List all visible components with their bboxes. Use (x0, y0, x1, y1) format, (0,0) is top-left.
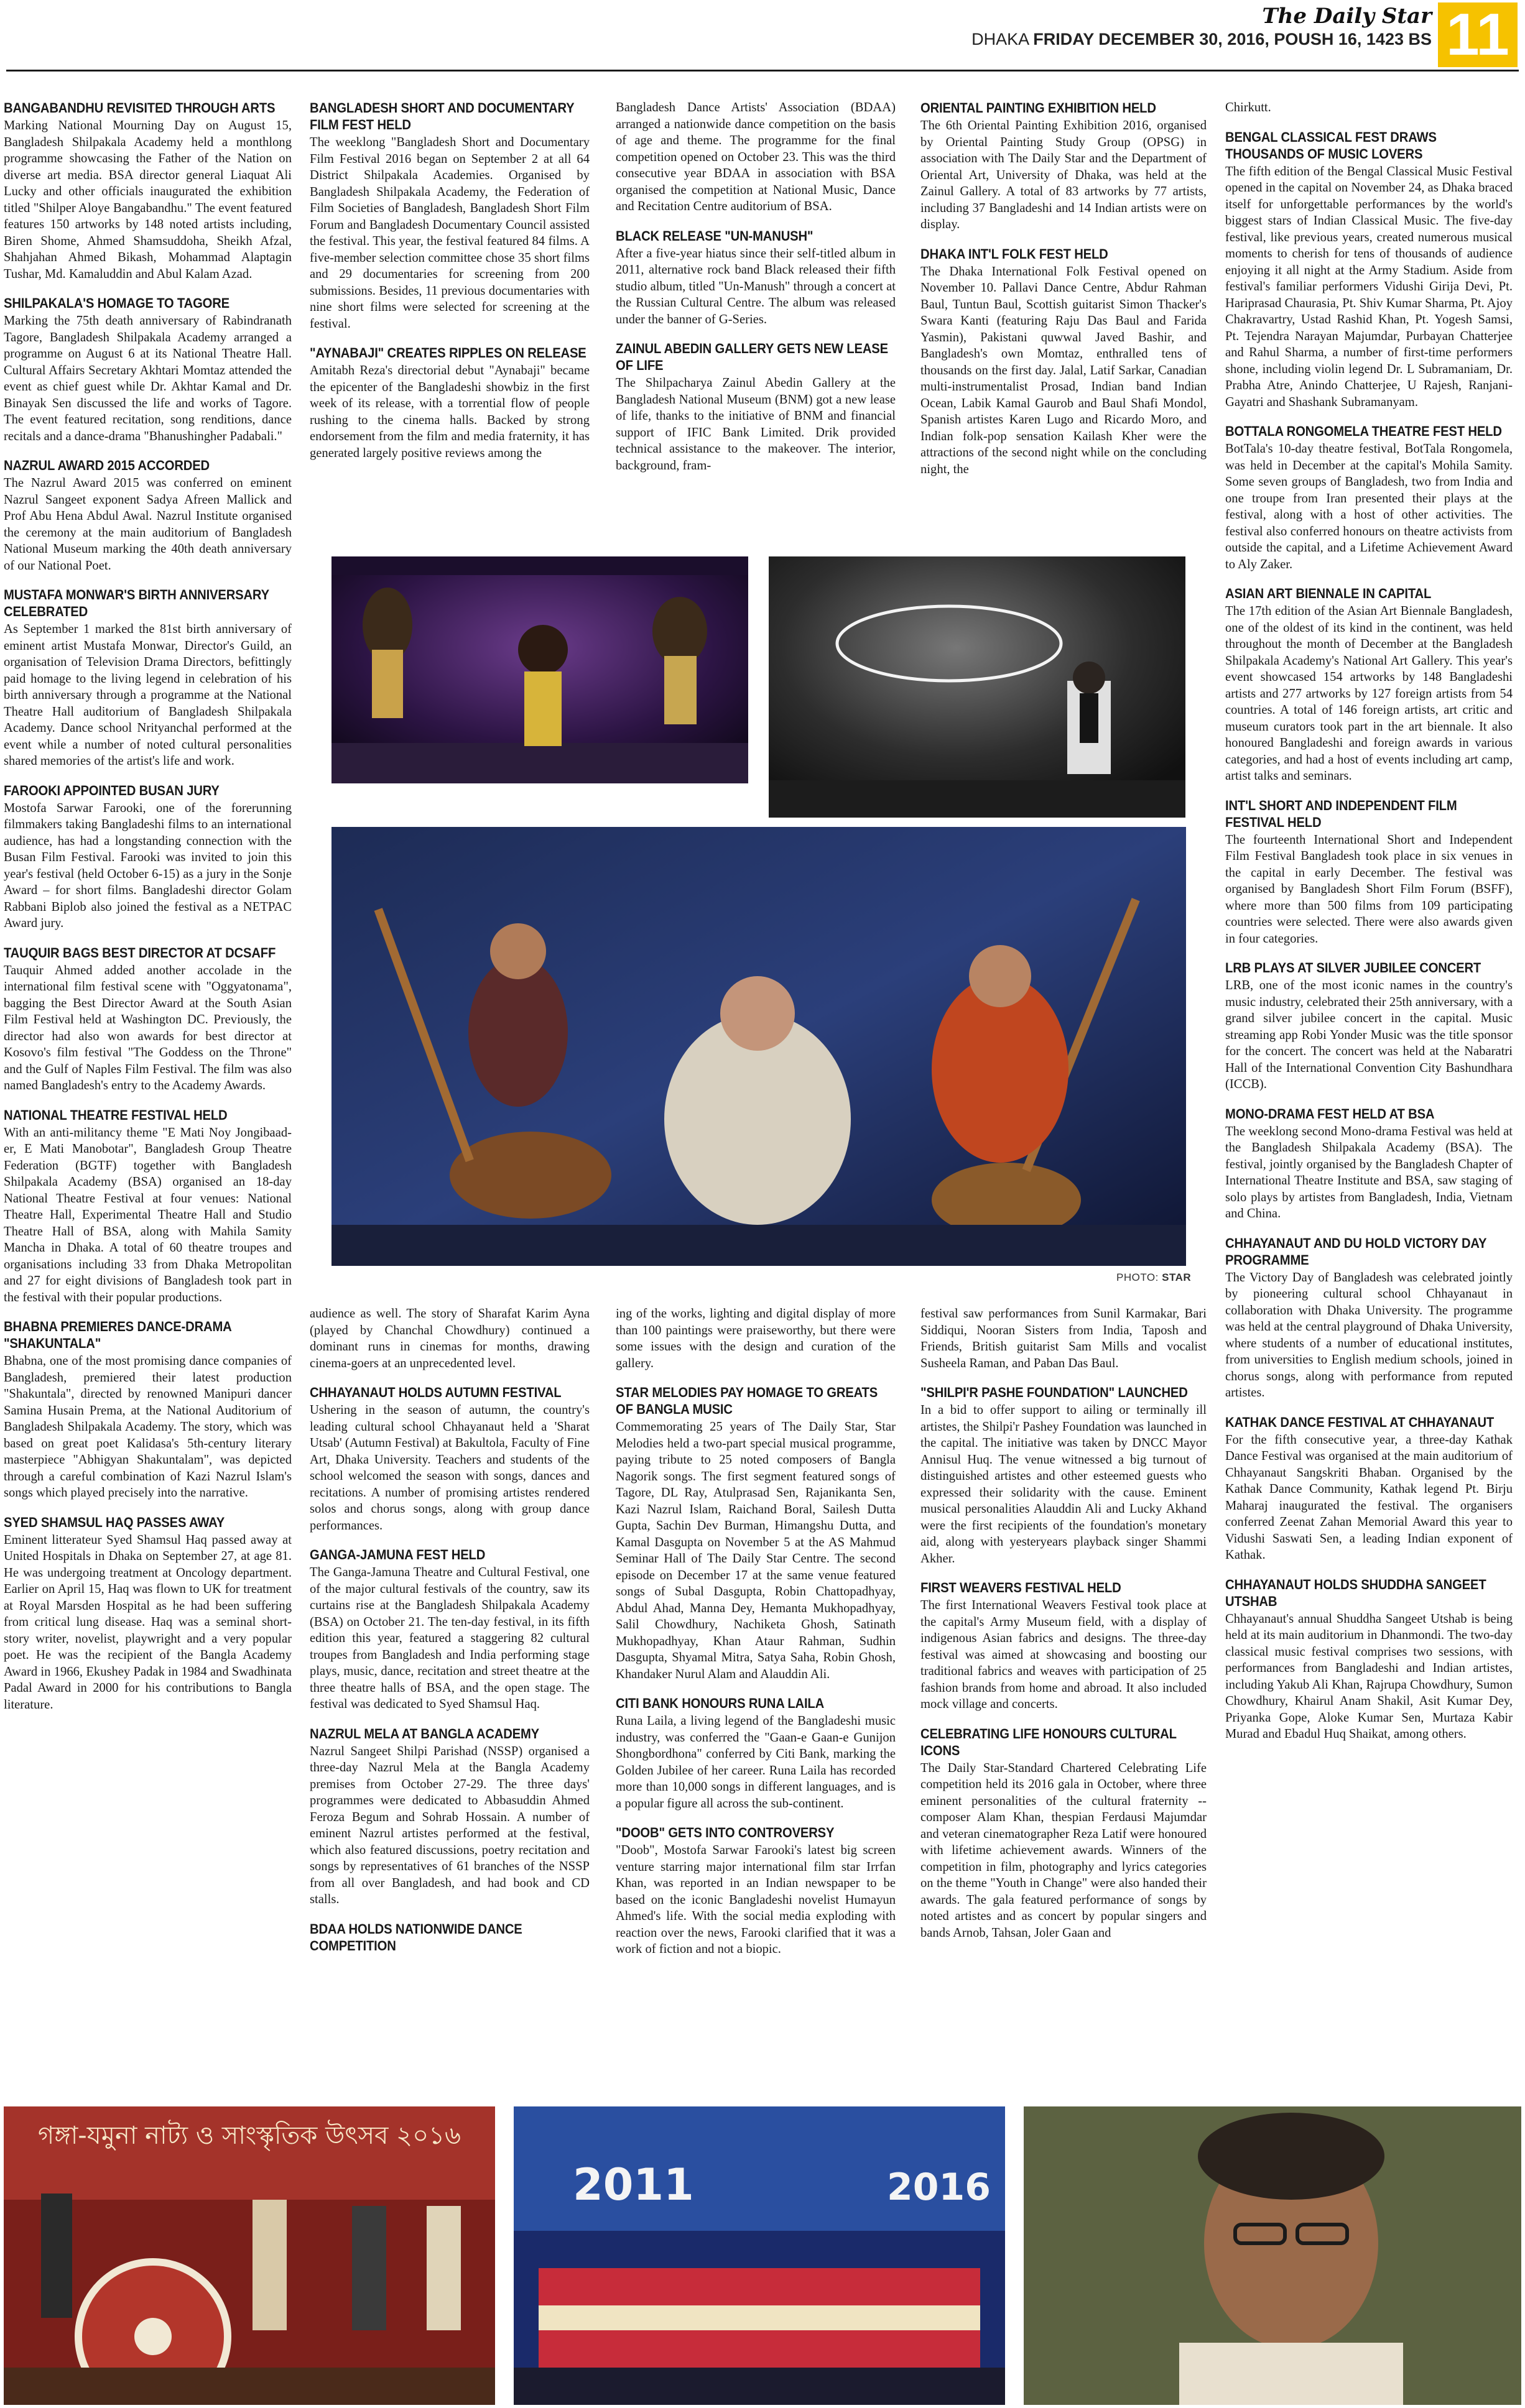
article-body: Runa Laila, a living legend of the Bangladeshi music industry, was conferred the "Gaan-e Gaan-e Gunijon Shongbordhona" conferred by Citi Bank, marking the Golden Jubilee of her career. Runa Laila has recorded more than 10,000 songs in different languages, and is a popular figure all across the sub-continent. (616, 1714, 896, 1811)
article-body: After a five-year hiatus since their self-titled album in 2011, alternative rock band Black released their fifth studio album, titled "Un-Manush" through a concert at the Russian Cultural Centre. The album was released under the banner of G-Series. (616, 246, 896, 326)
headline: CHHAYANAUT HOLDS AUTUMN FESTIVAL (310, 1385, 562, 1400)
headline: CELEBRATING LIFE HONOURS CULTURAL ICONS (920, 1725, 1177, 1758)
headline: BENGAL CLASSICAL FEST DRAWS THOUSANDS OF MUSIC LOVERS (1225, 129, 1437, 162)
headline: BOTTALA RONGOMELA THEATRE FEST HELD (1225, 423, 1502, 439)
headline: "AYNABAJI" CREATES RIPPLES ON RELEASE (310, 345, 586, 361)
article-body: BotTala's 10-day theatre festival, BotTala Rongomela, was held in December at the capital's Mohila Samity. Some seven groups of Bangladesh, two from India and one troupe from Iran presented their plays at the festival, along with a host of other activities. The festival also conferred honours on theatre activists from outside the capital, and a Lifetime Achievement Award to Aly Zaker. (1225, 442, 1513, 571)
dateline: DHAKA FRIDAY DECEMBER 30, 2016, POUSH 16, 1423 BS (971, 30, 1432, 48)
article-body: For the fifth consecutive year, a three-day Kathak Dance Festival was organised at the main auditorium of Chhayanaut Sangskriti Bhaban. Organised by the Kathak Dance Community, Kathak legend Pt. Birju Maharaj inaugurated the festival. The organisers conferred Zeenat Zahan Memorial Award this year to Vidushi Saswati Sen, a leading Indian exponent of Kathak. (1225, 1432, 1513, 1562)
headline: TAUQUIR BAGS BEST DIRECTOR AT DCSAFF (4, 944, 276, 961)
article-body: Chhayanaut's annual Shuddha Sangeet Utshab is being held at its main auditorium in Dhanmondi. The two-day classical music festival comprises two sessions, with performances from Bangladeshi and Indian artistes, including Yakub Ali Khan, Rajrupa Chowdhury, Sumon Chowdhury, Khairul Anam Shakil, Asit Kumar Dey, Priyanka Gope, Aloke Kumar Sen, Murtaza Kabir Murad and Ebadul Huq Shaikat, among others. (1225, 1612, 1513, 1741)
article-body: LRB, one of the most iconic names in the country's music industry, celebrated their 25th anniversary, with a grand silver jubilee concert in the capital. Music streaming app Robi Yonder Music was the title sponsor for the concert. The concert was held at the Nabaratri Hall of the International Convention City Bashundhara (ICCB). (1225, 979, 1513, 1091)
article-body: audience as well. The story of Sharafat Karim Ayna (played by Chanchal Chowdhury) continued a dominant runs in cinemas for months, drawing cinema-goers at an unprecedented level. (310, 1307, 590, 1370)
headline: FIRST WEAVERS FESTIVAL HELD (920, 1580, 1121, 1595)
article-body: Bangladesh Dance Artists' Association (BDAA) arranged a nationwide dance competition on the basis of age and theme. The programme for the final competition opened on October 23. This was the third consecutive year BDAA in association with BSA organised the competition at National Music, Dance and Recitation Centre auditorium of BSA. (616, 101, 896, 213)
headline: NATIONAL THEATRE FESTIVAL HELD (4, 1107, 228, 1123)
photo-credit: PHOTO: STAR (1116, 1271, 1192, 1283)
headline: "DOOB" GETS INTO CONTROVERSY (616, 1825, 835, 1840)
page-number: 11 (1438, 2, 1518, 67)
article-body: The 6th Oriental Painting Exhibition 2016, organised by Oriental Painting Study Group (OPSG) in association with The Daily Star and the Department of Oriental Art, University of Dhaka, was held at the Zainul Gallery. A total of 83 artworks by 77 artists, including 37 Bangladeshi and 14 Indian artists were on display. (920, 119, 1207, 231)
syed-shamsul-haq-portrait (1024, 2106, 1521, 2405)
headline: BHABNA PREMIERES DANCE-DRAMA "SHAKUNTALA" (4, 1319, 231, 1351)
year-label-left: 2011 (573, 2159, 694, 2210)
headline: INT'L SHORT AND INDEPENDENT FILM FESTIVAL HELD (1225, 797, 1457, 830)
article-body: Marking National Mourning Day on August 15, Bangladesh Shilpakala Academy held a monthlong programme showcasing the Father of the Nation on diverse art media. BSA director general Liaquat Ali Lucky and other officials inaugurated the exhibition titled "Shilper Aloye Bangabandhu." The event featured features 150 artworks by 148 noted artists including, Biren Shome, Ahmed Shamsuddoha, Sheikh Afzal, Shahjahan Ahmed Bikash, Mohammad Alaptagin Tushar, Md. Kamaluddin and Abul Kalam Azad. (4, 119, 292, 281)
headline: SYED SHAMSUL HAQ PASSES AWAY (4, 1514, 225, 1530)
headline: GANGA-JAMUNA FEST HELD (310, 1547, 486, 1562)
headline: ASIAN ART BIENNALE IN CAPITAL (1225, 586, 1432, 601)
art-installation-photo (769, 556, 1185, 818)
headline: KATHAK DANCE FESTIVAL AT CHHAYANAUT (1225, 1414, 1495, 1430)
article-body: The Shilpacharya Zainul Abedin Gallery at the Bangladesh National Museum (BNM) got a new lease of life, thanks to the initiative of BNM and financial support of IFIC Bank Limited. Drik provided technical assistance to the makeover. The interior, background, fram- (616, 376, 896, 473)
headline: NAZRUL AWARD 2015 ACCORDED (4, 458, 210, 473)
headline: BDAA HOLDS NATIONWIDE DANCE COMPETITION (310, 1921, 522, 1954)
headline: BLACK RELEASE "UN-MANUSH" (616, 228, 813, 244)
masthead (0, 0, 1525, 73)
headline: MUSTAFA MONWAR'S BIRTH ANNIVERSARY CELEBRATED (4, 587, 269, 619)
article-body: The weeklong "Bangladesh Short and Documentary Film Festival 2016 began on September 2 at all 64 District Shilpakala Academies. Organised by Bangladesh Shilpakala Academy, the Federation of Film Societies of Bangladesh, Bangladesh Short Film Forum and Bangladesh Documentary Council assisted the festival. This year, the festival featured 84 films. A five-member selection committee chose 35 short films and 29 documentaries for screening from 200 submissions. Besides, 11 previous documentaries with nine short films were selected for screening at the festival. (310, 136, 590, 331)
headline: BANGABANDHU REVISITED THROUGH ARTS (4, 100, 276, 116)
headline: ORIENTAL PAINTING EXHIBITION HELD (920, 100, 1156, 116)
article-body: The Victory Day of Bangladesh was celebrated jointly by pioneering cultural school Chhayanaut in collaboration with Dhaka University. The programme was held at the central playground of Dhaka University, where students of a number of educational institutes, from universities to English medium schools, joined in chorus songs, along with performance from reputed artistes. (1225, 1270, 1513, 1400)
headline: NAZRUL MELA AT BANGLA ACADEMY (310, 1725, 539, 1741)
article-body: Mostofa Sarwar Farooki, one of the forerunning filmmakers taking Bangladeshi films to an international audience, has had a longstanding connection with the Busan Film Festival. Farooki was invited to join this year's festival (held October 6-15) as a jury in the Sonje Award – for short films. Bangladeshi director Golam Rabbani Biplob also joined the festival as a NETPAC Award jury. (4, 801, 292, 930)
headline: "SHILPI'R PASHE FOUNDATION" LAUNCHED (920, 1385, 1188, 1400)
article-body: As September 1 marked the 81st birth anniversary of eminent artist Mustafa Monwar, Director's Guild, an organisation of Television Drama Directors, befittingly paid homage to the living legend in celebration of his birth anniversary through a programme at the National Theatre Hall auditorium of Bangladesh Shilpakala Academy. Dance school Nrityanchal performed at the event while a number of noted cultural personalities shared memories of the artist's life and work. (4, 622, 292, 768)
headline: MONO-DRAMA FEST HELD AT BSA (1225, 1105, 1435, 1122)
ganga-jamuna-festival-photo (4, 2106, 495, 2405)
article-body: Eminent litterateur Syed Shamsul Haq passed away at United Hospitals in Dhaka on September 27, at age 81. He was undergoing treatment at Oncology department. Earlier on April 15, Haq was flown to UK for treatment at Royal Marsden Hospital as he had been suffering from critical lung disease. Haq was a seminal short-story writer, novelist, playwright and a very popular poet. He was the recipient of the Bangla Academy Award in 1966, Ekushey Padak in 1984 and Swadhinata Padal Award in 2000 for his contributions to Bangla literature. (4, 1533, 292, 1712)
article-body: Commemorating 25 years of The Daily Star, Star Melodies held a two-part special musical programme, paying tribute to 25 noted composers of Bangla Nagorik songs. The first segment featured songs of Tagore, DL Ray, Atulprasad Sen, Rajanikanta Sen, Kazi Nazrul Islam, Raichand Boral, Sailesh Dutta Gupta, Sachin Dev Burman, Himangshu Dutta, and Kamal Dasgupta on November 5 at the AS Mahmud Seminar Hall of The Daily Star Centre. The second episode on December 17 at the same venue featured songs of Subal Dasgupta, Robin Chattopadhyay, Abdul Ahad, Manna Dey, Hemanta Mukhopadhyay, Salil Chowdhury, Nachiketa Ghosh, Satinath Mukhopadhyay, Khan Ataur Rahman, Sudhin Dasgupta, Shyamal Mitra, Satya Saha, Robin Ghosh, Khandaker Nurul Alam and Alauddin Ali. (616, 1420, 896, 1681)
column-3-top (616, 99, 896, 535)
article-body: Nazrul Sangeet Shilpi Parishad (NSSP) organised a three-day Nazrul Mela at the Bangla Academy premises from October 27-29. The three days' programmes were dedicated to Abbasuddin Ahmed Feroza Begum and Sohrab Hossain. A number of eminent Nazrul artistes performed at the festival, which also featured discussions, poetry recitation and songs by representatives of 61 branches of the NSSP from all over Bangladesh, and had book and CD stalls. (310, 1744, 590, 1906)
newspaper-logo: The Daily Star (1262, 4, 1432, 29)
headline: SHILPAKALA'S HOMAGE TO TAGORE (4, 295, 229, 311)
headline: ZAINUL ABEDIN GALLERY GETS NEW LEASE OF LIFE (616, 341, 888, 373)
headline: STAR MELODIES PAY HOMAGE TO GREATS OF BANGLA MUSIC (616, 1385, 878, 1417)
column-3-bottom (616, 1306, 896, 2089)
headline: BANGLADESH SHORT AND DOCUMENTARY FILM FEST HELD (310, 100, 575, 132)
article-body: Chirkutt. (1225, 101, 1271, 114)
classical-singers-photo (331, 827, 1186, 1266)
article-body: The Dhaka International Folk Festival opened on November 10. Pallavi Dance Centre, Abdur Rahman Baul, Tuntun Baul, Scottish guitarist Simon Thacker's Swara Kanti (featuring Raju Das Baul and Farida Yasmin), Pakistani quwwal Javed Bashir, and Bangladesh's own Momtaz, enthralled tens of thousands on the first day. Jalal, Latif Sarkar, Canadian multi-instrumentalist Prosad, Indian band Indian Ocean, Labik Kamal Gaurob and Baul Shafi Mondol, Spanish artistes Karen Lugo and Ricardo Moro, and Indian folk-pop sensation Kailash Kher were the attractions of the second night while on the concluding night, the (920, 264, 1207, 476)
article-body: festival saw performances from Sunil Karmakar, Bari Siddiqui, Nooran Sisters from India, Taposh and Friends, British guitarist Sam Mills and vocalist Susheela Raman, and Paban Das Baul. (920, 1307, 1207, 1370)
headline: CITI BANK HONOURS RUNA LAILA (616, 1695, 825, 1711)
column-4-bottom (920, 1306, 1207, 2089)
year-label-right: 2016 (887, 2166, 991, 2209)
headline: FAROOKI APPOINTED BUSAN JURY (4, 782, 220, 798)
article-body: ing of the works, lighting and digital display of more than 100 paintings were praiseworthy, but there were some issues with the design and curation of the gallery. (616, 1307, 896, 1370)
column-1 (4, 99, 292, 2089)
article-body: With an anti-militancy theme "E Mati Noy Jongibaad-er, E Mati Manobotar", Bangladesh Group Theatre Federation (BGTF) together with Bangladesh Shilpakala Academy (BSA) organised an 18-day National Theatre Festival at four venues: National Theatre Hall, Experimental Theatre Hall and Studio Theatre Hall of BSA, along with Mahila Samity Mancha in Dhaka. A total of 60 theatre troupes and organisations including 33 from Dhaka Metropolitan and 27 for eight divisions of Bangladesh took part in the festival with their popular productions. (4, 1125, 292, 1304)
column-4-top (920, 99, 1207, 535)
article-body: The 17th edition of the Asian Art Biennale Bangladesh, one of the oldest of its kind in the continent, was held throughout the month of December at the Bangladesh Shilpakala Academy's National Art Gallery. This year's event showcased 154 artworks by 148 Bangladeshi artists and 277 artworks by 127 foreign artists from 54 countries. A total of 146 foreign artists, art critic and museum curators took part in the art biennale. It also honoured Bangladeshi and foreign awards in various categories, and had a host of events including art camp, artist talks and seminars. (1225, 604, 1513, 783)
article-body: Marking the 75th death anniversary of Rabindranath Tagore, Bangladesh Shilpakala Academy arranged a programme on August 6 at its National Theatre Hall. Cultural Affairs Secretary Akhtari Momtaz attended the event as chief guest while Dr. Akhtar Kamal and Dr. Binayak Sen discussed the life and works of Tagore. The event featured recitation, song renditions, dance recitals and a dance-drama "Bhanushingher Padabali." (4, 314, 292, 443)
article-body: The Nazrul Award 2015 was conferred on eminent Nazrul Sangeet exponent Sadya Afreen Mallick and Prof Abu Hena Abdul Awal. Nazrul Institute organised the ceremony at the main auditorium of Bangladesh National Museum marking the 40th death anniversary of our National Poet. (4, 476, 292, 573)
article-body: "Doob", Mostofa Sarwar Farooki's latest big screen venture starring major international film star Irrfan Khan, was reported in an Indian newspaper to be based on the iconic Bangladeshi novelist Humayun Ahmed's life. With the social media exploding with reaction over the news, Farooki clarified that it was a work of fiction and not a biopic. (616, 1843, 896, 1956)
article-body: The fifth edition of the Bengal Classical Music Festival opened in the capital on November 24, as Dhaka braced itself for unforgettable performances by the world's biggest stars of Indian Classical Music. The five-day festival, like previous years, created numerous musical moments to cherish for tens of thousands of audience enjoying it all night at the Army Stadium. Aside from festival's familiar performers Vidushi Girija Devi, Pt. Hariprasad Chaurasia, Pt. Shiv Kumar Sharma, Pt. Ajoy Chakravartry, Ustad Rashid Khan, Pt. Yogesh Samsi, Pt. Tejendra Narayan Majumdar, Purbayan Chatterjee and Rahul Sharma, a number of first-time performers shone, including violin legend Dr. L Subramaniam, Dr. Prabha Atre, Anindo Chatterjee, U Rajesh, Ranjani-Gayatri and Shashank Subramanyam. (1225, 164, 1513, 409)
article-body: Bhabna, one of the most promising dance companies of Bangladesh, premiered their latest production "Shakuntala", directed by renowned Manipuri dancer Samina Husain Prema, at the National Auditorium of Bangladesh Shilpakala Academy. The story, which was based on great poet Kalidasa's 5th-century literary masterpiece "Abhigyan Shakuntalam", was depicted through a careful combination of Kazi Nazrul Islam's songs which played precisely into the narrative. (4, 1354, 292, 1500)
column-5 (1225, 99, 1513, 2089)
festival-banner-text: গঙ্গা-যমুনা নাট্য ও সাংস্কৃতিক উৎসব ২০১৬ (37, 2121, 461, 2150)
article-body: Tauquir Ahmed added another accolade in the international film festival scene with "Oggyatonama", bagging the Best Director Award at the South Asian Film Festival held at Washington DC. Previously, the director had also won awards for best director at Kosovo's film festival "The Goddess on the Throne" and the Gulf of Naples Film Festival. The film was also named Bangladesh's entry to the Academy Awards. (4, 963, 292, 1092)
column-2-bottom (310, 1306, 590, 2089)
headline: DHAKA INT'L FOLK FEST HELD (920, 246, 1108, 262)
article-body: The fourteenth International Short and Independent Film Festival Bangladesh took place in six venues in the capital in early December. The festival was organised by Bangladesh Short Film Forum (BSFF), where more than 500 films from 109 participating countries were selected. There were also awards given in four categories. (1225, 833, 1513, 946)
headline: CHHAYANAUT HOLDS SHUDDHA SANGEET UTSHAB (1225, 1576, 1486, 1609)
masthead-rule (6, 70, 1519, 72)
column-2-top (310, 99, 590, 535)
headline: LRB PLAYS AT SILVER JUBILEE CONCERT (1225, 960, 1481, 976)
headline: CHHAYANAUT AND DU HOLD VICTORY DAY PROGRAMME (1225, 1235, 1486, 1268)
article-body: Ushering in the season of autumn, the country's leading cultural school Chhayanaut held a 'Sharat Utsab' (Autumn Festival) at Bakultola, Faculty of Fine Art, Dhaka University. Teachers and students of the school welcomed the season with songs, dances and recitations. A number of promising artistes rendered solos and chorus songs, along with group dance performances. (310, 1403, 590, 1533)
daily-star-anniversary-photo (514, 2106, 1005, 2405)
article-body: The first International Weavers Festival took place at the capital's Army Museum field, with a display of indigenous Asian fabrics and designs. The three-day festival was aimed at showcasing and boosting our traditional fabrics and weaves with participation of 25 fashion brands from home and abroad. It also included mock village and concerts. (920, 1598, 1207, 1711)
article-body: Amitabh Reza's directorial debut "Aynabaji" became the epicenter of the Bangladeshi showbiz in the first week of its release, with a torrential flow of people rushing to the cinema halls. Backed by strong endorsement from the film and media fraternity, it has generated largely positive reviews among the (310, 364, 590, 460)
dance-performance-photo (331, 556, 748, 783)
article-body: The Daily Star-Standard Chartered Celebrating Life competition held its 2016 gala in October, where three eminent personalities of the cultural fraternity -- composer Alam Khan, thespian Ferdausi Majumdar and veteran cinematographer Reza Latif were honoured with lifetime achievement awards. Winners of the competition in film, photography and lyrics categories on the theme "Youth in Change" were also handed their awards. The gala featured performance of songs by noted artistes and as concert by popular singers and bands Arnob, Tahsan, Joler Gaan and (920, 1761, 1207, 1940)
article-body: The Ganga-Jamuna Theatre and Cultural Festival, one of the major cultural festivals of the country, saw its curtains rise at the Bangladesh Shilpakala Academy (BSA) on October 21. The ten-day festival, in its fifth edition this year, featured a staggering 82 cultural troupes from Bangladesh and India performing stage plays, music, dance, recitation and street theatre at the three theatre halls of BSA, and the open stage. The festival was dedicated to Syed Shamsul Haq. (310, 1566, 590, 1711)
article-body: The weeklong second Mono-drama Festival was held at the Bangladesh Shilpakala Academy (BSA). The festival, jointly organised by the Bangladesh Chapter of International Theatre Institute and BSA, saw staging of solo plays by artistes from Bangladesh, India, Vietnam and China. (1225, 1124, 1513, 1220)
article-body: In a bid to offer support to ailing or terminally ill artistes, the Shilpi'r Pashey Foundation was launched in the capital. The initiative was taken by DNCC Mayor Annisul Huq. The venue witnessed a big turnout of distinguished artistes and other esteemed guests who expressed their solidarity with the cause. Eminent musical personalities Alauddin Ali and Lucky Akhand were the first recipients of the foundation's monetary aid, along with yesteryears playback singer Shammi Akher. (920, 1403, 1207, 1566)
